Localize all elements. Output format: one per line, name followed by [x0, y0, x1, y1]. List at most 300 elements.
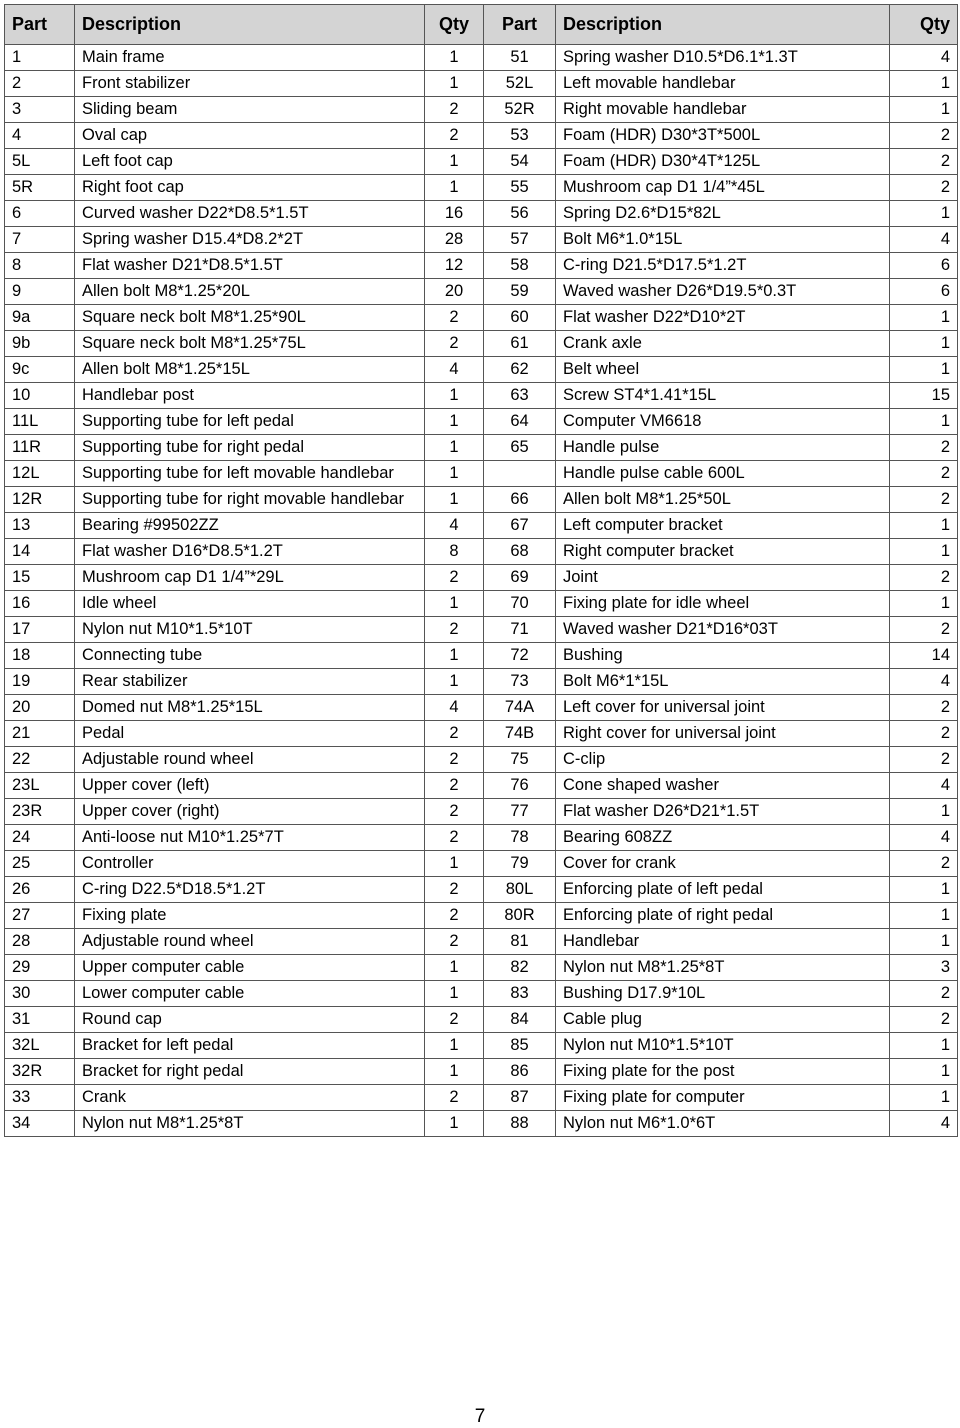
part-number: 79: [484, 851, 556, 877]
part-number: 87: [484, 1085, 556, 1111]
part-description: Main frame: [75, 45, 425, 71]
part-number: 18: [5, 643, 75, 669]
part-description: Computer VM6618: [556, 409, 890, 435]
part-description: Fixing plate for idle wheel: [556, 591, 890, 617]
part-description: Right computer bracket: [556, 539, 890, 565]
part-qty: 2: [890, 123, 958, 149]
part-number: 52L: [484, 71, 556, 97]
part-qty: 1: [890, 929, 958, 955]
part-description: Crank: [75, 1085, 425, 1111]
part-description: Supporting tube for left pedal: [75, 409, 425, 435]
part-description: Upper cover (right): [75, 799, 425, 825]
part-number: 13: [5, 513, 75, 539]
part-number: 57: [484, 227, 556, 253]
part-qty: 2: [425, 305, 484, 331]
header-part: Part: [484, 5, 556, 45]
part-qty: 14: [890, 643, 958, 669]
part-qty: 1: [890, 1085, 958, 1111]
part-description: Bushing D17.9*10L: [556, 981, 890, 1007]
part-number: 34: [5, 1111, 75, 1137]
table-row: [5, 357, 958, 383]
part-qty: 2: [425, 799, 484, 825]
part-description: Oval cap: [75, 123, 425, 149]
table-row: [5, 617, 958, 643]
part-description: Handlebar: [556, 929, 890, 955]
table-row: [5, 799, 958, 825]
table-row: [5, 227, 958, 253]
part-description: Spring washer D15.4*D8.2*2T: [75, 227, 425, 253]
table-row: [5, 1007, 958, 1033]
part-number: 14: [5, 539, 75, 565]
part-number: 74B: [484, 721, 556, 747]
part-number: 56: [484, 201, 556, 227]
table-row: [5, 721, 958, 747]
part-description: Fixing plate for the post: [556, 1059, 890, 1085]
part-description: Spring D2.6*D15*82L: [556, 201, 890, 227]
part-description: Nylon nut M8*1.25*8T: [556, 955, 890, 981]
part-qty: 1: [425, 1059, 484, 1085]
part-qty: 2: [890, 461, 958, 487]
part-description: Bracket for left pedal: [75, 1033, 425, 1059]
part-number: 67: [484, 513, 556, 539]
table-row: [5, 149, 958, 175]
part-qty: 1: [425, 487, 484, 513]
header-qty: Qty: [425, 5, 484, 45]
part-number: 70: [484, 591, 556, 617]
table-row: [5, 383, 958, 409]
table-row: [5, 331, 958, 357]
part-qty: 20: [425, 279, 484, 305]
part-description: Fixing plate: [75, 903, 425, 929]
part-description: Enforcing plate of left pedal: [556, 877, 890, 903]
part-description: Square neck bolt M8*1.25*90L: [75, 305, 425, 331]
part-description: Right cover for universal joint: [556, 721, 890, 747]
part-qty: 1: [890, 305, 958, 331]
part-number: 64: [484, 409, 556, 435]
part-number: 80L: [484, 877, 556, 903]
part-description: Supporting tube for left movable handlebar: [75, 461, 425, 487]
part-description: Mushroom cap D1 1/4”*29L: [75, 565, 425, 591]
part-qty: 4: [425, 357, 484, 383]
table-row: [5, 851, 958, 877]
part-qty: 1: [425, 981, 484, 1007]
part-number: 84: [484, 1007, 556, 1033]
part-qty: 4: [890, 669, 958, 695]
part-description: Upper computer cable: [75, 955, 425, 981]
part-qty: 2: [425, 747, 484, 773]
part-description: Sliding beam: [75, 97, 425, 123]
table-row: [5, 45, 958, 71]
part-qty: 1: [425, 149, 484, 175]
part-number: 53: [484, 123, 556, 149]
part-description: Waved washer D21*D16*03T: [556, 617, 890, 643]
part-description: Adjustable round wheel: [75, 929, 425, 955]
part-qty: 1: [425, 955, 484, 981]
table-row: [5, 643, 958, 669]
part-qty: 1: [425, 71, 484, 97]
part-description: Bracket for right pedal: [75, 1059, 425, 1085]
part-description: Allen bolt M8*1.25*20L: [75, 279, 425, 305]
part-number: 54: [484, 149, 556, 175]
part-qty: 2: [890, 1007, 958, 1033]
part-qty: 2: [425, 929, 484, 955]
table-row: [5, 201, 958, 227]
part-number: 75: [484, 747, 556, 773]
part-number: 10: [5, 383, 75, 409]
part-description: Adjustable round wheel: [75, 747, 425, 773]
part-qty: 2: [425, 1085, 484, 1111]
part-number: 17: [5, 617, 75, 643]
table-row: [5, 461, 958, 487]
part-description: Waved washer D26*D19.5*0.3T: [556, 279, 890, 305]
part-qty: 1: [425, 643, 484, 669]
part-qty: 1: [890, 331, 958, 357]
part-qty: 2: [890, 175, 958, 201]
part-description: Fixing plate for computer: [556, 1085, 890, 1111]
part-qty: 2: [890, 487, 958, 513]
part-qty: 3: [890, 955, 958, 981]
table-row: [5, 903, 958, 929]
part-description: Square neck bolt M8*1.25*75L: [75, 331, 425, 357]
part-description: C-ring D21.5*D17.5*1.2T: [556, 253, 890, 279]
header-description: Description: [75, 5, 425, 45]
table-row: [5, 513, 958, 539]
table-row: [5, 981, 958, 1007]
part-number: 66: [484, 487, 556, 513]
part-number: 73: [484, 669, 556, 695]
part-number: 85: [484, 1033, 556, 1059]
part-qty: 2: [890, 617, 958, 643]
table-row: [5, 71, 958, 97]
part-number: 23L: [5, 773, 75, 799]
part-qty: 12: [425, 253, 484, 279]
part-number: 32L: [5, 1033, 75, 1059]
part-number: 9: [5, 279, 75, 305]
part-number: 31: [5, 1007, 75, 1033]
part-qty: 1: [890, 1059, 958, 1085]
part-description: Belt wheel: [556, 357, 890, 383]
part-number: 7: [5, 227, 75, 253]
part-number: 11R: [5, 435, 75, 461]
part-number: 61: [484, 331, 556, 357]
part-description: Nylon nut M6*1.0*6T: [556, 1111, 890, 1137]
part-number: 51: [484, 45, 556, 71]
part-qty: 8: [425, 539, 484, 565]
part-qty: 1: [425, 669, 484, 695]
part-description: Screw ST4*1.41*15L: [556, 383, 890, 409]
table-row: [5, 279, 958, 305]
part-description: Left computer bracket: [556, 513, 890, 539]
part-number: 23R: [5, 799, 75, 825]
part-description: Bolt M6*1.0*15L: [556, 227, 890, 253]
part-qty: 1: [425, 45, 484, 71]
part-qty: 4: [890, 227, 958, 253]
part-number: 55: [484, 175, 556, 201]
part-description: Bearing 608ZZ: [556, 825, 890, 851]
part-number: 30: [5, 981, 75, 1007]
part-qty: 1: [890, 71, 958, 97]
part-description: Flat washer D21*D8.5*1.5T: [75, 253, 425, 279]
table-row: [5, 591, 958, 617]
part-description: Bearing #99502ZZ: [75, 513, 425, 539]
part-qty: 2: [890, 747, 958, 773]
part-qty: 1: [890, 97, 958, 123]
part-number: 19: [5, 669, 75, 695]
part-description: Bolt M6*1*15L: [556, 669, 890, 695]
part-qty: 1: [425, 175, 484, 201]
header-qty: Qty: [890, 5, 958, 45]
part-number: 60: [484, 305, 556, 331]
part-description: Controller: [75, 851, 425, 877]
part-qty: 2: [890, 149, 958, 175]
part-description: Cone shaped washer: [556, 773, 890, 799]
part-description: Handle pulse cable 600L: [556, 461, 890, 487]
part-number: 15: [5, 565, 75, 591]
header-part: Part: [5, 5, 75, 45]
part-description: Joint: [556, 565, 890, 591]
part-number: 82: [484, 955, 556, 981]
part-qty: 1: [890, 201, 958, 227]
table-header-row: [5, 5, 958, 45]
part-qty: 4: [890, 825, 958, 851]
part-number: 24: [5, 825, 75, 851]
part-qty: 2: [890, 565, 958, 591]
part-number: 12L: [5, 461, 75, 487]
part-number: 65: [484, 435, 556, 461]
part-number: 22: [5, 747, 75, 773]
part-qty: 1: [425, 409, 484, 435]
table-row: [5, 1111, 958, 1137]
part-qty: 1: [890, 877, 958, 903]
table-row: [5, 669, 958, 695]
part-description: Left foot cap: [75, 149, 425, 175]
part-description: Flat washer D22*D10*2T: [556, 305, 890, 331]
part-description: Supporting tube for right movable handlebar: [75, 487, 425, 513]
part-number: 3: [5, 97, 75, 123]
part-qty: 6: [890, 253, 958, 279]
table-row: [5, 1033, 958, 1059]
part-description: C-ring D22.5*D18.5*1.2T: [75, 877, 425, 903]
part-number: 11L: [5, 409, 75, 435]
part-description: Nylon nut M8*1.25*8T: [75, 1111, 425, 1137]
part-description: Flat washer D26*D21*1.5T: [556, 799, 890, 825]
part-description: Nylon nut M10*1.5*10T: [556, 1033, 890, 1059]
part-number: 69: [484, 565, 556, 591]
part-number: 2: [5, 71, 75, 97]
table-row: [5, 929, 958, 955]
part-description: Pedal: [75, 721, 425, 747]
part-number: 29: [5, 955, 75, 981]
part-number: 28: [5, 929, 75, 955]
part-number: 27: [5, 903, 75, 929]
part-qty: 1: [890, 357, 958, 383]
part-description: Left movable handlebar: [556, 71, 890, 97]
part-qty: 1: [890, 799, 958, 825]
parts-list-table: [4, 4, 958, 1137]
part-description: Handle pulse: [556, 435, 890, 461]
part-qty: 1: [890, 903, 958, 929]
part-number: 59: [484, 279, 556, 305]
part-description: Enforcing plate of right pedal: [556, 903, 890, 929]
part-description: Upper cover (left): [75, 773, 425, 799]
part-qty: 1: [425, 461, 484, 487]
part-number: 32R: [5, 1059, 75, 1085]
part-number: 1: [5, 45, 75, 71]
part-description: Lower computer cable: [75, 981, 425, 1007]
part-qty: 1: [890, 539, 958, 565]
part-qty: 28: [425, 227, 484, 253]
part-number: 5L: [5, 149, 75, 175]
part-description: Right movable handlebar: [556, 97, 890, 123]
part-qty: 2: [425, 903, 484, 929]
part-number: 9a: [5, 305, 75, 331]
part-number: 20: [5, 695, 75, 721]
part-qty: 2: [890, 981, 958, 1007]
table-row: [5, 305, 958, 331]
part-number: 5R: [5, 175, 75, 201]
part-number: 12R: [5, 487, 75, 513]
part-qty: 2: [890, 435, 958, 461]
part-number: 68: [484, 539, 556, 565]
part-number: 86: [484, 1059, 556, 1085]
part-number: 78: [484, 825, 556, 851]
part-qty: 2: [425, 825, 484, 851]
part-description: Idle wheel: [75, 591, 425, 617]
part-qty: 2: [425, 877, 484, 903]
part-description: Right foot cap: [75, 175, 425, 201]
part-number: 33: [5, 1085, 75, 1111]
part-description: Spring washer D10.5*D6.1*1.3T: [556, 45, 890, 71]
table-row: [5, 97, 958, 123]
part-number: 77: [484, 799, 556, 825]
part-qty: 1: [425, 851, 484, 877]
part-number: 83: [484, 981, 556, 1007]
part-number: 52R: [484, 97, 556, 123]
part-description: Handlebar post: [75, 383, 425, 409]
table-row: [5, 565, 958, 591]
table-row: [5, 175, 958, 201]
part-qty: 1: [425, 1033, 484, 1059]
part-qty: 2: [425, 773, 484, 799]
part-qty: 1: [425, 1111, 484, 1137]
part-qty: 2: [425, 331, 484, 357]
part-description: Front stabilizer: [75, 71, 425, 97]
part-qty: 4: [890, 45, 958, 71]
part-qty: 2: [425, 565, 484, 591]
part-number: 26: [5, 877, 75, 903]
part-description: Anti-loose nut M10*1.25*7T: [75, 825, 425, 851]
table-row: [5, 1059, 958, 1085]
part-number: 6: [5, 201, 75, 227]
part-number: 9c: [5, 357, 75, 383]
part-number: 58: [484, 253, 556, 279]
part-description: Crank axle: [556, 331, 890, 357]
table-row: [5, 747, 958, 773]
part-description: Left cover for universal joint: [556, 695, 890, 721]
part-number: 76: [484, 773, 556, 799]
part-description: Flat washer D16*D8.5*1.2T: [75, 539, 425, 565]
part-description: Connecting tube: [75, 643, 425, 669]
part-qty: 1: [890, 591, 958, 617]
part-qty: 1: [890, 513, 958, 539]
table-row: [5, 123, 958, 149]
part-number: 4: [5, 123, 75, 149]
part-qty: 2: [425, 97, 484, 123]
part-qty: 2: [890, 721, 958, 747]
table-row: [5, 773, 958, 799]
part-qty: 1: [425, 435, 484, 461]
part-number: 80R: [484, 903, 556, 929]
table-row: [5, 487, 958, 513]
part-description: Mushroom cap D1 1/4”*45L: [556, 175, 890, 201]
part-number: 72: [484, 643, 556, 669]
table-row: [5, 695, 958, 721]
part-qty: 15: [890, 383, 958, 409]
table-row: [5, 435, 958, 461]
part-number: 74A: [484, 695, 556, 721]
part-number: 88: [484, 1111, 556, 1137]
header-description: Description: [556, 5, 890, 45]
part-description: Bushing: [556, 643, 890, 669]
part-qty: 6: [890, 279, 958, 305]
part-description: Rear stabilizer: [75, 669, 425, 695]
part-description: Curved washer D22*D8.5*1.5T: [75, 201, 425, 227]
part-description: Foam (HDR) D30*4T*125L: [556, 149, 890, 175]
part-description: Nylon nut M10*1.5*10T: [75, 617, 425, 643]
part-number: 21: [5, 721, 75, 747]
part-description: Cable plug: [556, 1007, 890, 1033]
part-number: 62: [484, 357, 556, 383]
table-row: [5, 409, 958, 435]
part-qty: 1: [890, 409, 958, 435]
table-row: [5, 539, 958, 565]
part-qty: 2: [425, 1007, 484, 1033]
part-qty: 2: [890, 851, 958, 877]
part-qty: 2: [425, 721, 484, 747]
part-description: Round cap: [75, 1007, 425, 1033]
part-qty: 1: [425, 383, 484, 409]
part-qty: 16: [425, 201, 484, 227]
part-qty: 1: [425, 591, 484, 617]
part-number: 71: [484, 617, 556, 643]
part-number: 8: [5, 253, 75, 279]
part-number: 9b: [5, 331, 75, 357]
part-description: Domed nut M8*1.25*15L: [75, 695, 425, 721]
part-description: Allen bolt M8*1.25*15L: [75, 357, 425, 383]
table-row: [5, 1085, 958, 1111]
part-number: 63: [484, 383, 556, 409]
part-qty: 2: [425, 617, 484, 643]
part-number: 81: [484, 929, 556, 955]
table-row: [5, 825, 958, 851]
table-row: [5, 955, 958, 981]
part-number: 16: [5, 591, 75, 617]
part-description: Allen bolt M8*1.25*50L: [556, 487, 890, 513]
part-number: [484, 461, 556, 487]
table-body: [5, 45, 958, 1137]
part-description: C-clip: [556, 747, 890, 773]
part-number: 25: [5, 851, 75, 877]
part-qty: 4: [425, 513, 484, 539]
part-qty: 2: [425, 123, 484, 149]
part-qty: 4: [425, 695, 484, 721]
part-qty: 2: [890, 695, 958, 721]
page-number: 7: [474, 1406, 486, 1427]
part-qty: 4: [890, 1111, 958, 1137]
part-description: Foam (HDR) D30*3T*500L: [556, 123, 890, 149]
part-description: Supporting tube for right pedal: [75, 435, 425, 461]
part-qty: 4: [890, 773, 958, 799]
